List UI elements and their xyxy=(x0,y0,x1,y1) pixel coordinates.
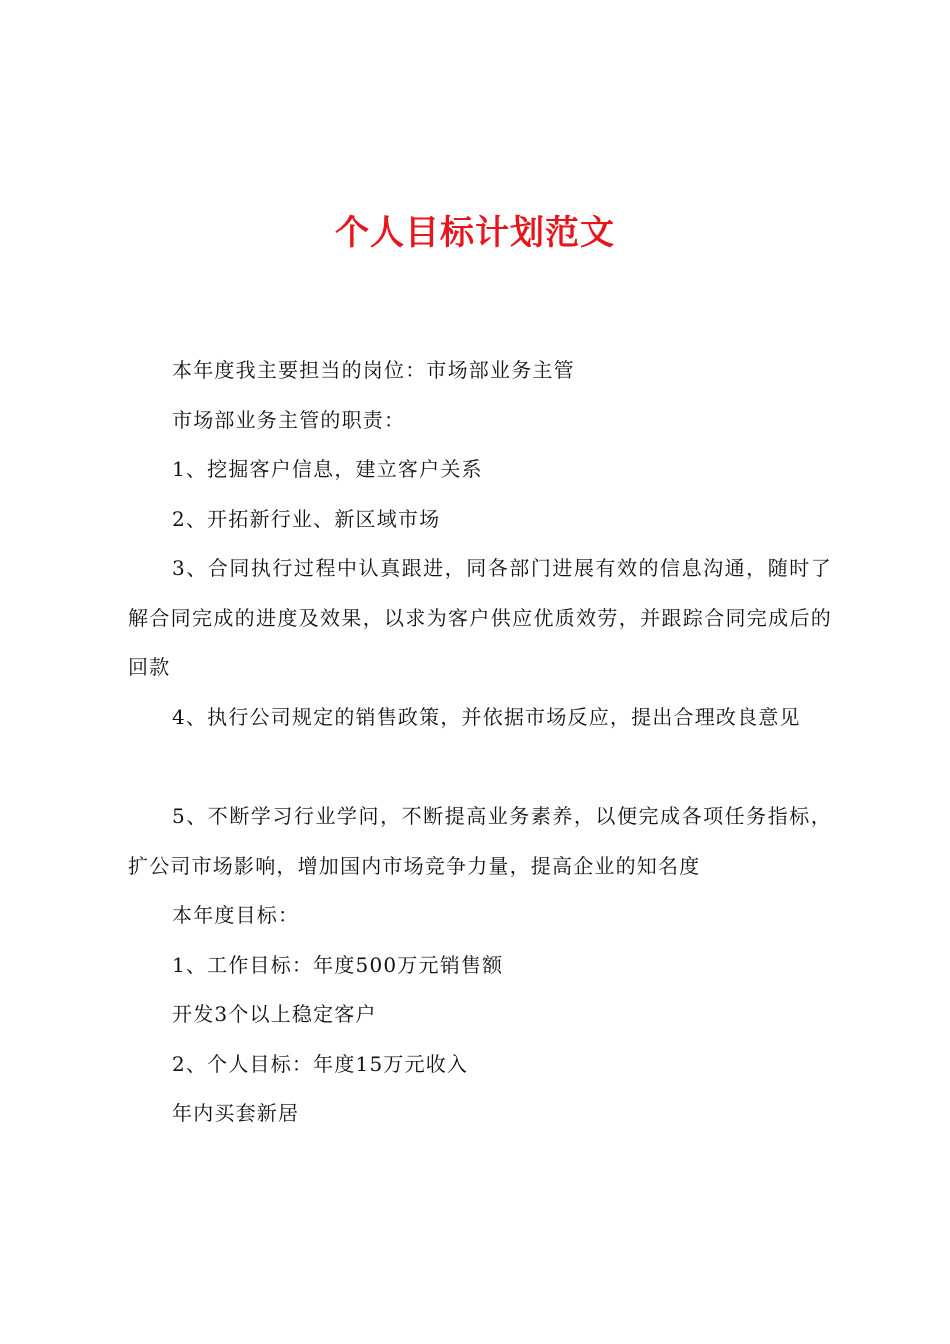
document-body xyxy=(128,346,832,1139)
paragraph-duty-4: 4、执行公司规定的销售政策，并依据市场反应，提出合理改良意见 xyxy=(172,704,801,729)
paragraph-work-goal-clients: 开发3个以上稳定客户 xyxy=(172,1002,377,1026)
paragraph-spacer xyxy=(128,742,832,792)
paragraph-personal-goal-house: 年内买套新居 xyxy=(172,1101,300,1125)
paragraph-duty-1: 1、挖掘客户信息，建立客户关系 xyxy=(172,457,483,481)
document-title: 个人目标计划范文 xyxy=(335,213,615,253)
paragraph-work-goal: 1、工作目标：年度500万元销售额 xyxy=(172,952,504,977)
paragraph-duties-heading: 市场部业务主管的职责： xyxy=(172,407,406,432)
paragraph-personal-goal: 2、个人目标：年度15万元收入 xyxy=(172,1051,469,1076)
paragraph-position: 本年度我主要担当的岗位：市场部业务主管 xyxy=(172,358,575,382)
paragraph-duty-5: 5、不断学习行业学问，不断提高业务素养，以便完成各项任务指标，扩公司市场影响，增加国内市场竞争力量，提高企业的知名度 xyxy=(128,804,832,878)
paragraph-duty-3: 3、合同执行过程中认真跟进，同各部门进展有效的信息沟通，随时了解合同完成的进度及效果，以求为客户供应优质效劳，并跟踪合同完成后的回款 xyxy=(128,556,832,679)
paragraph-duty-2: 2、开拓新行业、新区域市场 xyxy=(172,506,441,531)
paragraph-goals-heading: 本年度目标： xyxy=(172,903,300,927)
